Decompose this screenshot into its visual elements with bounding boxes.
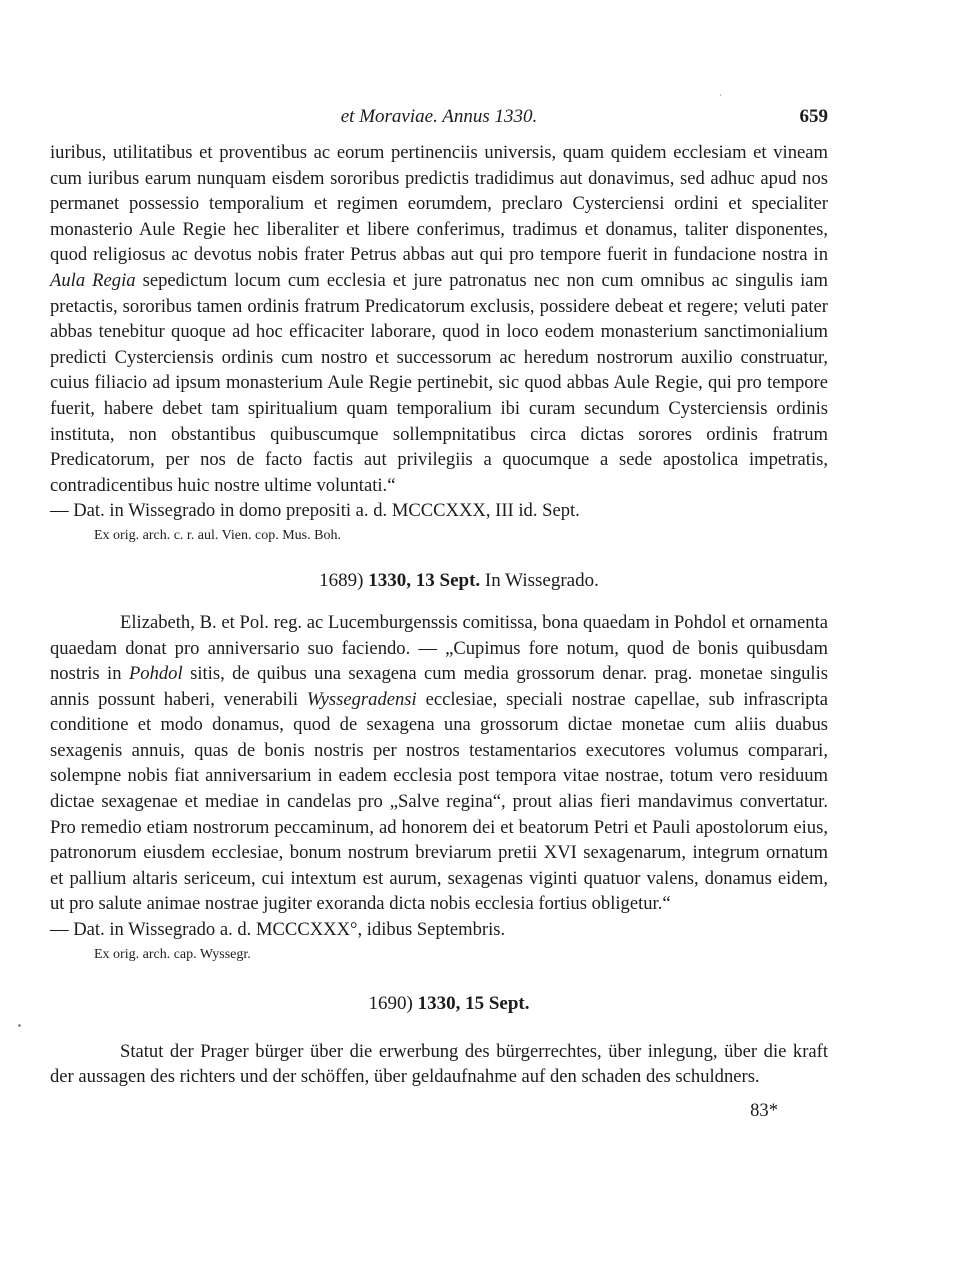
charter-text-part: Elizabeth, B. et Pol. reg. ac Lucemburgenssis comitissa, bona quaedam in Pohdol et ornamenta quaedam donat pro anniversario suo faciendo. — „Cupimus fore notum, quod de bonis quibusdam nostris in <box>50 611 828 685</box>
charter-text <box>50 140 828 498</box>
stray-mark-dot: ▪ <box>18 1021 21 1030</box>
regest-text: Statut der Prager bürger über die erwerbung des bürgerrechtes, über inlegung, über die kraft der aussagen des richters und der schöffen, über geldaufnahme auf den schaden des schuldners. <box>50 1040 828 1088</box>
document-heading <box>70 991 828 1017</box>
document-place: In Wissegrado. <box>484 569 599 591</box>
source-note: Ex orig. arch. cap. Wyssegr. <box>94 946 251 962</box>
charter-text-part: sitis, de quibus una sexagena cum media grossorum denar. prag. monetae singulis annis possunt haberi, venerabili <box>50 663 829 710</box>
place-name-emphasis: Pohdol <box>128 663 183 685</box>
charter-text <box>50 610 828 917</box>
running-title: et Moraviae. Annus 1330. <box>340 106 538 127</box>
charter-text-part: ecclesiae, speciali nostrae capellae, sub infrascripta conditione et modo donamus, quod de sexagena una grossorum dictae monetae cum aliis duabus sexagenis annuis, quas de bonis nostris per nostros testamentarios executores volumus comparari, solempne nobis fiat anniversarium in eadem ecclesia post tempora vitae nostrae, totum vero residuum dictae sexagenae et mediae in candelas pro „Salve regina“, prout alias fieri mandavimus convertatur. Pro remedio etiam nostrorum peccaminum, ad honorem dei et beatorum Petri et Pauli apostolorum eius, patronorum eiusdem ecclesiae, bonum nostrum breviarum pretii XVI sexagenarum, integrum ornatum et pallium altaris sericeum, cui intextum est aurum, sexagenas viginti quatuor valens, donamus eidem, ut pro salute animae nostrae jugiter exoranda dicta nobis ecclesia fortius obligetur.“ <box>50 688 828 915</box>
place-name-emphasis: Aula Regia <box>50 269 136 291</box>
page-number: 659 <box>799 106 828 127</box>
running-head <box>50 106 828 140</box>
document-1689 <box>50 568 828 965</box>
document-heading <box>90 568 828 594</box>
place-name-emphasis: Wyssegradensi <box>306 688 417 710</box>
document-date: 1330, 13 Sept. <box>368 569 481 591</box>
dating-clause: — Dat. in Wissegrado a. d. MCCCXXX°, idibus Septembris. <box>50 919 506 941</box>
document-number: 1689) <box>319 569 364 591</box>
charter-text-part: iuribus, utilitatibus et proventibus ac eorum pertinenciis universis, quam quidem ecclesiam et vineam cum iuribus earum nunquam eisdem sororibus predictis tradidimus aut donavimus, sed adhuc apud nos permanet possessio temporalium et regimen eorumdem, preclaro Cysterciensi ordini et specialiter monasterio Aule Regie hec liberaliter et libere conferimus, tradimus et donamus, taliter disponentes, quod religiosus ac devotus nobis frater Petrus abbas aut qui pro tempore fuerit in fundacione nostra in <box>50 142 828 266</box>
signature-mark: 83* <box>750 1099 778 1121</box>
dating-clause: — Dat. in Wissegrado in domo prepositi a. d. MCCCXXX, III id. Sept. <box>50 500 580 522</box>
charter-text-part: sepedictum locum cum ecclesia et jure patronatus nec non cum omnibus ac singulis iam pretactis, sororibus tamen ordinis fratrum Predicatorum exclusis, possidere debeat et regere; veluti pater abbas tenebitur quoque ad hoc efficaciter laborare, quod in loco eodem monasterium sanctimonialium predicti Cysterciensis ordinis cum nostro et successorum ac heredum nostrorum auxilio construatur, cuius filiacio ad ipsum monasterium Aule Regie pertinebit, sic quod abbas Aule Regie, qui pro tempore fuerit, habere debet tam spiritualium quam temporalium ibi curam secundum Cysterciensis ordinis instituta, non obstantibus quibuscumque sollempnitatibus circa dictas sorores ordinis fratrum Predicatorum, per nos de facto factis aut privilegiis a quocumque a sede apostolica impetratis, contradicentibus huic nostre ultime voluntati.“ <box>50 269 829 496</box>
document-number: 1690) <box>368 992 413 1014</box>
document-1690 <box>50 991 828 1090</box>
stray-mark-dot: · <box>719 91 722 100</box>
book-page <box>50 106 828 1124</box>
source-note: Ex orig. arch. c. r. aul. Vien. cop. Mus. Boh. <box>94 527 341 543</box>
document-1688-end <box>50 140 828 546</box>
document-date: 1330, 15 Sept. <box>417 992 530 1014</box>
